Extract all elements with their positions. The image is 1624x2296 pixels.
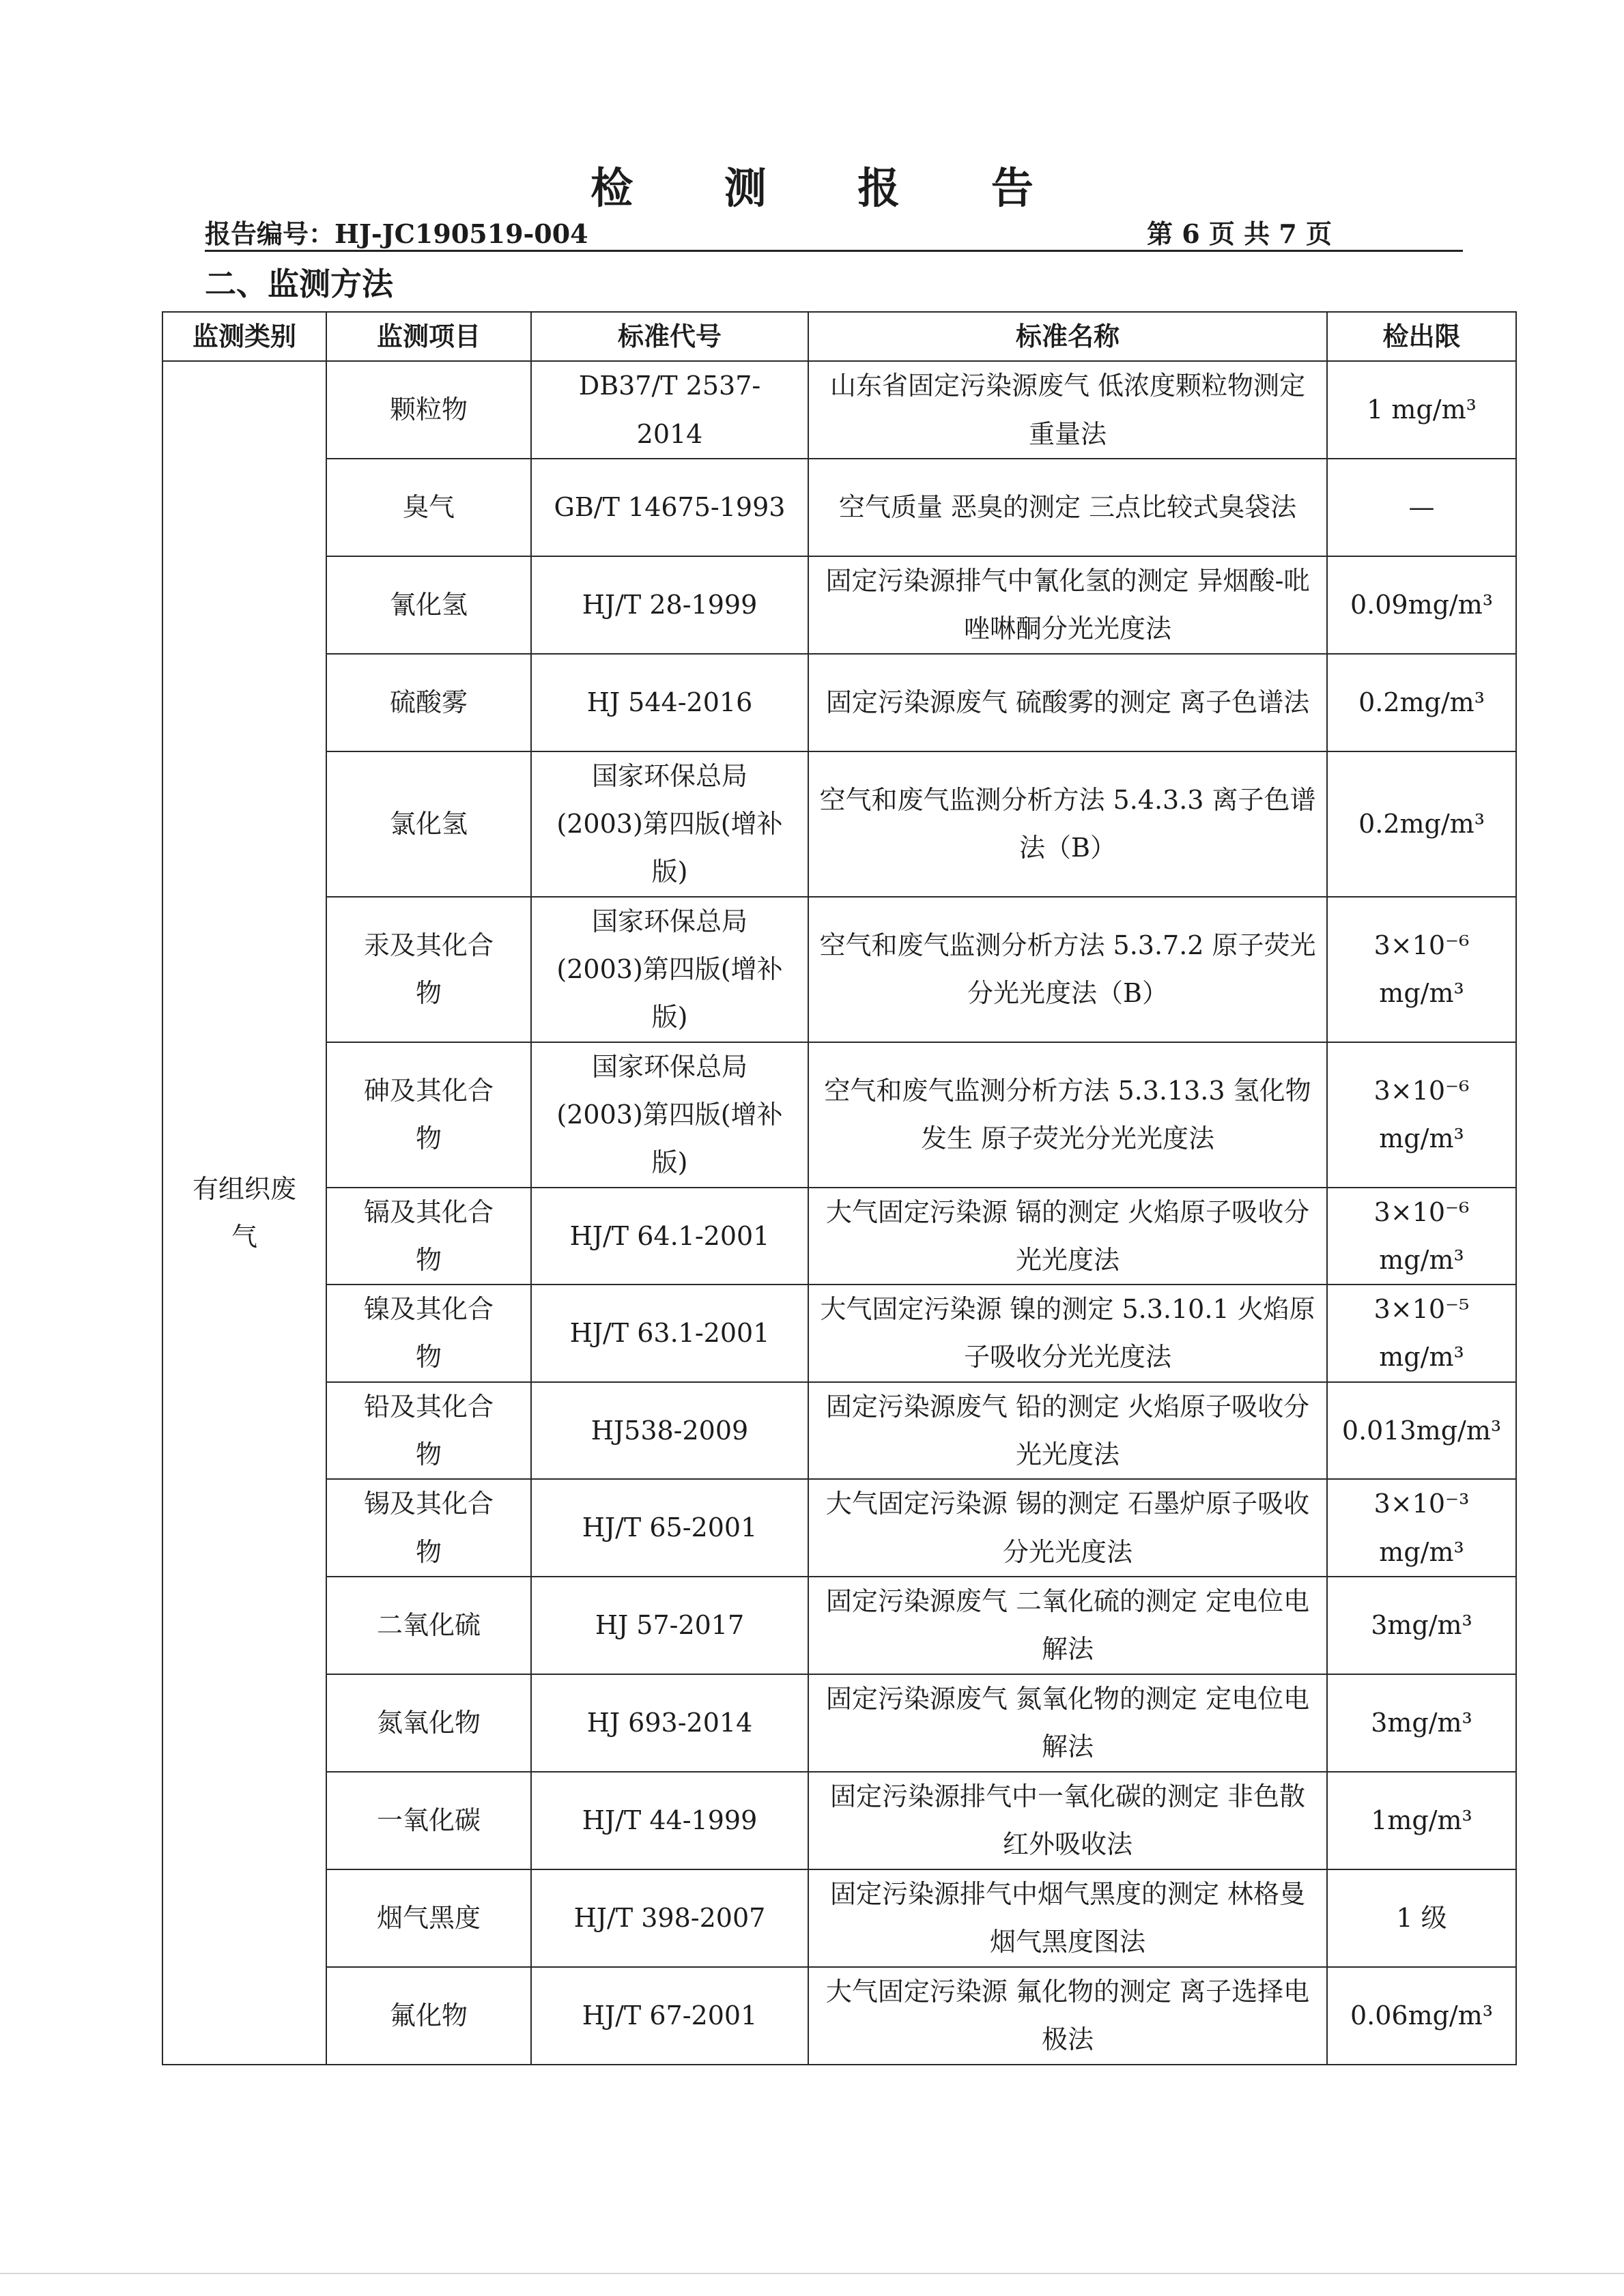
cell-item: 铅及其化合物 (326, 1382, 531, 1480)
cell-name: 山东省固定污染源废气 低浓度颗粒物测定 重量法 (808, 361, 1327, 459)
cell-code: DB37/T 2537-2014 (531, 361, 808, 459)
table-row (162, 1967, 1516, 2065)
header-limit: 检出限 (1327, 312, 1516, 361)
cell-limit: 0.2mg/m³ (1327, 751, 1516, 897)
cell-item: 氯化氢 (326, 751, 531, 897)
cell-item: 颗粒物 (326, 361, 531, 459)
cell-limit: 3×10⁻⁶ mg/m³ (1327, 897, 1516, 1042)
section-heading: 二、监测方法 (205, 266, 393, 302)
cell-code: 国家环保总局(2003)第四版(增补版) (531, 897, 808, 1042)
cell-item: 臭气 (326, 459, 531, 556)
table-row (162, 897, 1516, 1042)
cell-code: HJ/T 65-2001 (531, 1479, 808, 1577)
table-row (162, 1188, 1516, 1285)
cell-limit: — (1327, 459, 1516, 556)
cell-item: 镍及其化合物 (326, 1285, 531, 1382)
cell-limit: 0.09mg/m³ (1327, 556, 1516, 654)
cell-name: 固定污染源废气 铅的测定 火焰原子吸收分光光度法 (808, 1382, 1327, 1480)
cell-code: HJ 544-2016 (531, 654, 808, 751)
method-table (162, 311, 1517, 2065)
table-row (162, 654, 1516, 751)
page-bottom-rule (0, 2273, 1624, 2274)
cell-item: 砷及其化合物 (326, 1042, 531, 1188)
table-row (162, 1479, 1516, 1577)
report-number: 报告编号：HJ-JC190519-004 (205, 218, 588, 249)
cell-code: GB/T 14675-1993 (531, 459, 808, 556)
cell-limit: 3mg/m³ (1327, 1674, 1516, 1772)
cell-limit: 3mg/m³ (1327, 1577, 1516, 1674)
cell-name: 固定污染源废气 氮氧化物的测定 定电位电解法 (808, 1674, 1327, 1772)
table-row (162, 556, 1516, 654)
cell-code: 国家环保总局(2003)第四版(增补版) (531, 751, 808, 897)
cell-name: 大气固定污染源 镉的测定 火焰原子吸收分光光度法 (808, 1188, 1327, 1285)
cell-code: HJ 693-2014 (531, 1674, 808, 1772)
cell-name: 大气固定污染源 镍的测定 5.3.10.1 火焰原子吸收分光光度法 (808, 1285, 1327, 1382)
table-row (162, 1285, 1516, 1382)
header-rule (205, 250, 1463, 252)
cell-code: HJ/T 398-2007 (531, 1869, 808, 1967)
cell-name: 固定污染源排气中氰化氢的测定 异烟酸-吡唑啉酮分光光度法 (808, 556, 1327, 654)
cell-item: 镉及其化合物 (326, 1188, 531, 1285)
table-row (162, 1382, 1516, 1480)
cell-name: 大气固定污染源 锡的测定 石墨炉原子吸收分光光度法 (808, 1479, 1327, 1577)
cell-item: 二氧化硫 (326, 1577, 531, 1674)
table-row (162, 1772, 1516, 1869)
cell-name: 空气质量 恶臭的测定 三点比较式臭袋法 (808, 459, 1327, 556)
cell-name: 固定污染源排气中烟气黑度的测定 林格曼烟气黑度图法 (808, 1869, 1327, 1967)
cell-limit: 0.06mg/m³ (1327, 1967, 1516, 2065)
page-info: 第 6 页 共 7 页 (1147, 218, 1333, 249)
table-header-row (162, 312, 1516, 361)
header-name: 标准名称 (808, 312, 1327, 361)
cell-name: 固定污染源废气 二氧化硫的测定 定电位电解法 (808, 1577, 1327, 1674)
cell-item: 烟气黑度 (326, 1869, 531, 1967)
table-row (162, 1674, 1516, 1772)
cell-name: 空气和废气监测分析方法 5.3.13.3 氢化物发生 原子荧光分光光度法 (808, 1042, 1327, 1188)
cell-limit: 1mg/m³ (1327, 1772, 1516, 1869)
cell-code: HJ/T 67-2001 (531, 1967, 808, 2065)
cell-name: 固定污染源排气中一氧化碳的测定 非色散红外吸收法 (808, 1772, 1327, 1869)
cell-item: 汞及其化合物 (326, 897, 531, 1042)
table-row (162, 459, 1516, 556)
cell-code: HJ 57-2017 (531, 1577, 808, 1674)
cell-limit: 3×10⁻³ mg/m³ (1327, 1479, 1516, 1577)
cell-code: HJ/T 44-1999 (531, 1772, 808, 1869)
table-row (162, 361, 1516, 459)
cell-name: 固定污染源废气 硫酸雾的测定 离子色谱法 (808, 654, 1327, 751)
cell-code: HJ/T 63.1-2001 (531, 1285, 808, 1382)
report-title: 检 测 报 告 (590, 163, 1072, 213)
table-row (162, 1042, 1516, 1188)
header-category: 监测类别 (162, 312, 326, 361)
cell-limit: 3×10⁻⁶ mg/m³ (1327, 1188, 1516, 1285)
cell-item: 氟化物 (326, 1967, 531, 2065)
table-row (162, 1869, 1516, 1967)
cell-item: 氮氧化物 (326, 1674, 531, 1772)
table-row (162, 751, 1516, 897)
header-code: 标准代号 (531, 312, 808, 361)
cell-limit: 1 mg/m³ (1327, 361, 1516, 459)
header-item: 监测项目 (326, 312, 531, 361)
cell-code: HJ538-2009 (531, 1382, 808, 1480)
table-row (162, 1577, 1516, 1674)
cell-limit: 3×10⁻⁶ mg/m³ (1327, 1042, 1516, 1188)
cell-item: 一氧化碳 (326, 1772, 531, 1869)
cell-name: 空气和废气监测分析方法 5.3.7.2 原子荧光分光光度法（B） (808, 897, 1327, 1042)
cell-limit: 1 级 (1327, 1869, 1516, 1967)
cell-code: HJ/T 64.1-2001 (531, 1188, 808, 1285)
cell-limit: 0.013mg/m³ (1327, 1382, 1516, 1480)
cell-item: 氰化氢 (326, 556, 531, 654)
cell-item: 锡及其化合物 (326, 1479, 531, 1577)
cell-item: 硫酸雾 (326, 654, 531, 751)
cell-limit: 0.2mg/m³ (1327, 654, 1516, 751)
category-cell: 有组织废气 (162, 361, 326, 2065)
cell-code: 国家环保总局(2003)第四版(增补版) (531, 1042, 808, 1188)
cell-name: 大气固定污染源 氟化物的测定 离子选择电极法 (808, 1967, 1327, 2065)
cell-name: 空气和废气监测分析方法 5.4.3.3 离子色谱法（B） (808, 751, 1327, 897)
cell-limit: 3×10⁻⁵ mg/m³ (1327, 1285, 1516, 1382)
cell-code: HJ/T 28-1999 (531, 556, 808, 654)
table-body (162, 361, 1516, 2065)
